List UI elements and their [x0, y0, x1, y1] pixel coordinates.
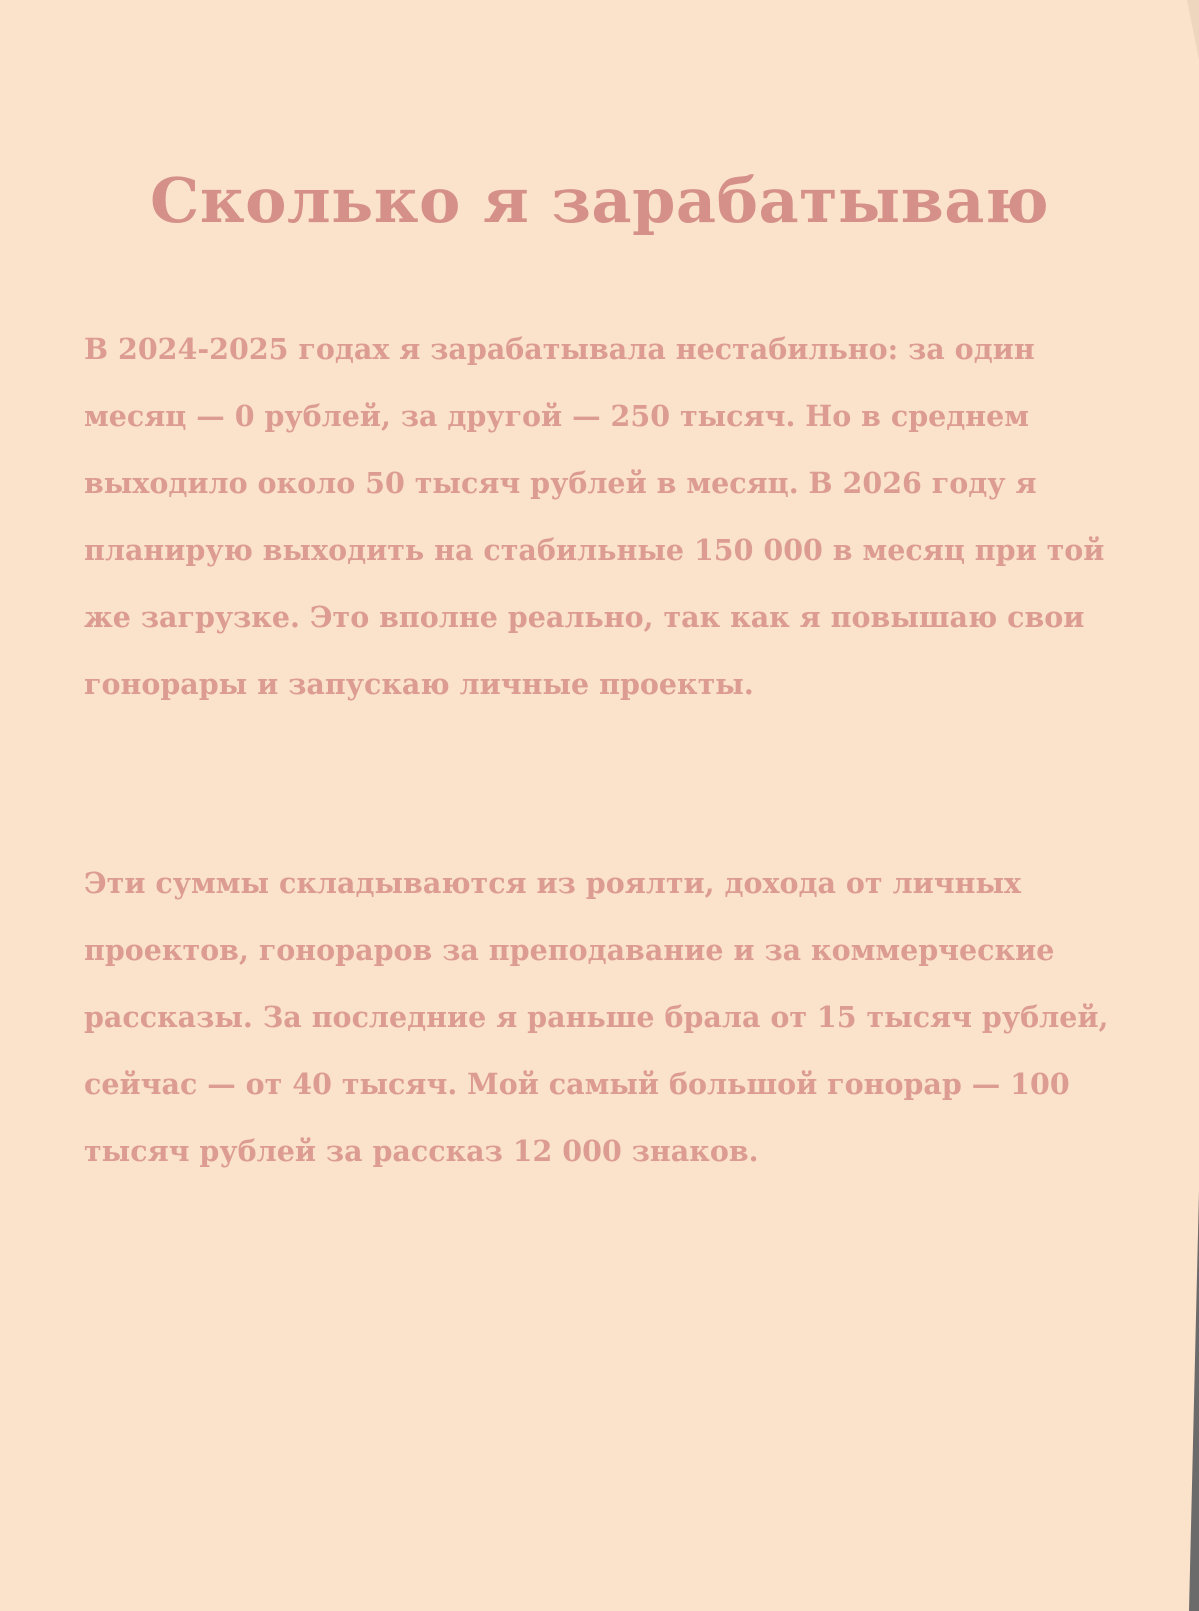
page-corner-shadow-top [1187, 0, 1199, 60]
paragraph-earnings-history: В 2024-2025 годах я зарабатывала нестабильно: за один месяц — 0 рублей, за другой — 250 тысяч. Но в среднем выходило около 50 тысяч рублей в месяц. В 2026 году я планирую выходить на стабильные 150 000 в месяц при той же загрузке. Это вполне реально, так как я повышаю свои гонорары и запускаю личные проекты. [84, 332, 1105, 701]
paragraph-income-sources: Эти суммы складываются из роялти, дохода от личных проектов, гонораров за преподавание и за коммерческие рассказы. За последние я раньше брала от 15 тысяч рублей, сейчас — от 40 тысяч. Мой самый большой гонорар — 100 тысяч рублей за рассказ 12 000 знаков. [84, 866, 1109, 1168]
page-title: Сколько я зарабатываю [149, 164, 1050, 237]
page-corner-shadow-bottom [1189, 1191, 1199, 1611]
